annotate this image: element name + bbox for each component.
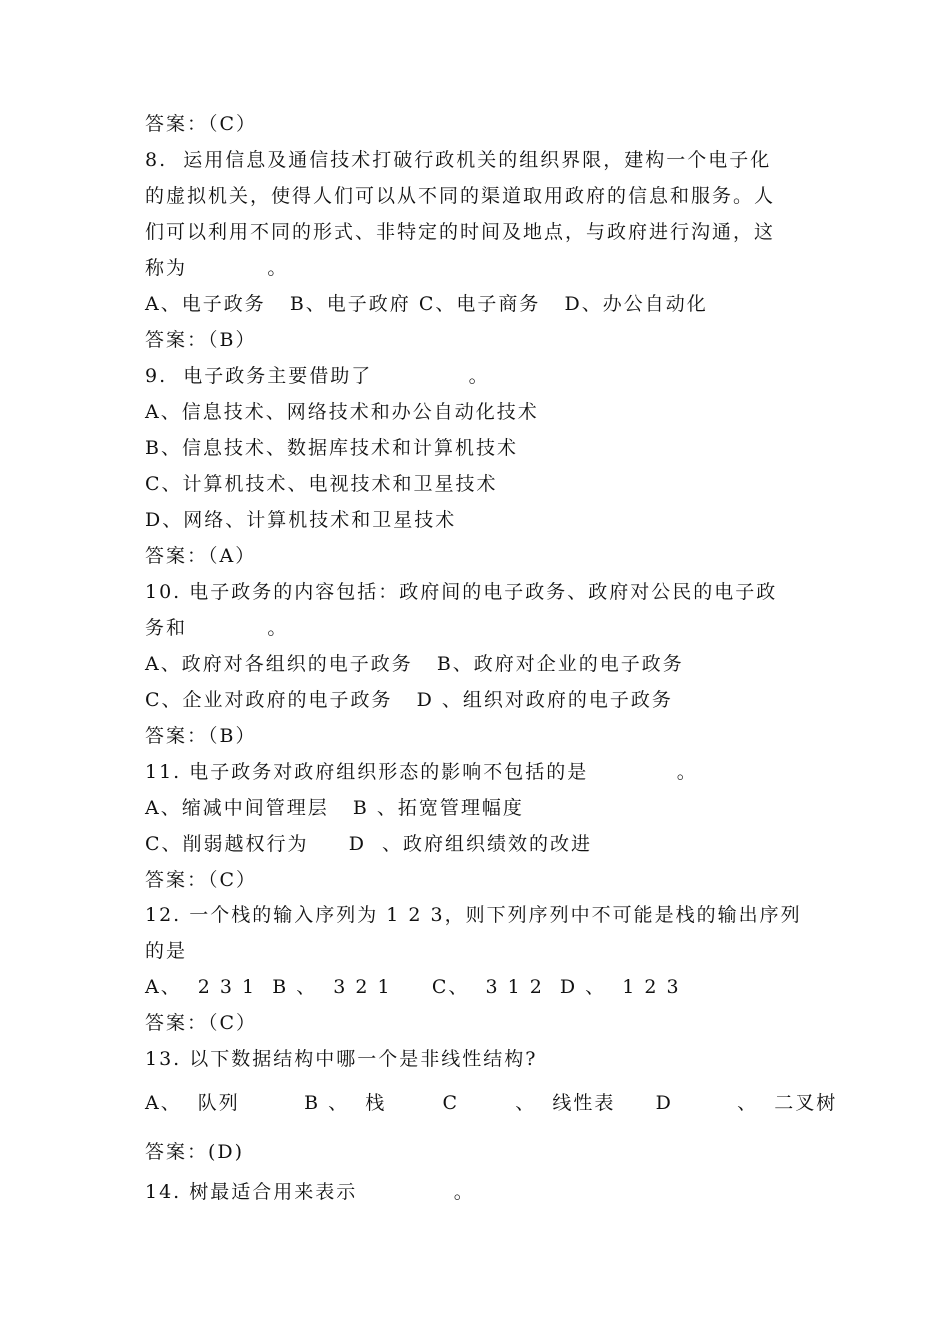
question-8-line-2: 的虚拟机关，使得人们可以从不同的渠道取用政府的信息和服务。人 — [145, 185, 776, 207]
question-10-options-cd: C、企业对政府的电子政务 D 、组织对政府的电子政务 — [145, 689, 673, 711]
question-10-line-2: 务和 。 — [145, 617, 289, 639]
question-13-options: A、 队列 B 、 栈 C 、 线性表 D 、 二叉树 — [145, 1092, 838, 1114]
answer-line: 答案：（B） — [145, 329, 257, 351]
answer-line: 答案：（C） — [145, 1012, 258, 1034]
answer-line: 答案：（C） — [145, 113, 258, 135]
question-9-option-a: A、信息技术、网络技术和办公自动化技术 — [145, 401, 539, 423]
question-13-line-1: 13. 以下数据结构中哪一个是非线性结构? — [145, 1048, 538, 1070]
question-9-option-b: B、信息技术、数据库技术和计算机技术 — [145, 437, 518, 459]
question-9-option-c: C、计算机技术、电视技术和卫星技术 — [145, 473, 498, 495]
question-8-options: A、电子政务 B、电子政府 C、电子商务 D、办公自动化 — [145, 293, 708, 315]
question-14-line-1: 14. 树最适合用来表示 。 — [145, 1181, 475, 1203]
question-11-options-cd: C、削弱越权行为 D 、政府组织绩效的改进 — [145, 833, 593, 855]
question-10-options-ab: A、政府对各组织的电子政务 B、政府对企业的电子政务 — [145, 653, 684, 675]
question-9-line-1: 9. 电子政务主要借助了 。 — [145, 365, 490, 387]
question-9-option-d: D、网络、计算机技术和卫星技术 — [145, 509, 457, 531]
question-11-line-1: 11. 电子政务对政府组织形态的影响不包括的是 。 — [145, 761, 698, 783]
question-12-line-2: 的是 — [145, 940, 188, 962]
question-10-line-1: 10. 电子政务的内容包括：政府间的电子政务、政府对公民的电子政 — [145, 581, 778, 603]
answer-line: 答案：（B） — [145, 725, 257, 747]
question-12-line-1: 12. 一个栈的输入序列为 1 2 3，则下列序列中不可能是栈的输出序列 — [145, 904, 802, 926]
answer-line: 答案：（C） — [145, 869, 258, 891]
question-12-options: A、 2 3 1 B 、 3 2 1 C、 3 1 2 D 、 1 2 3 — [145, 976, 681, 998]
question-11-options-ab: A、缩减中间管理层 B 、拓宽管理幅度 — [145, 797, 524, 819]
question-8-line-1: 8. 运用信息及通信技术打破行政机关的组织界限，建构一个电子化 — [145, 149, 772, 171]
question-8-line-4: 称为 。 — [145, 257, 289, 279]
question-8-line-3: 们可以利用不同的形式、非特定的时间及地点，与政府进行沟通，这 — [145, 221, 776, 243]
answer-line: 答案：(D) — [145, 1141, 245, 1163]
answer-line: 答案：（A） — [145, 545, 257, 567]
